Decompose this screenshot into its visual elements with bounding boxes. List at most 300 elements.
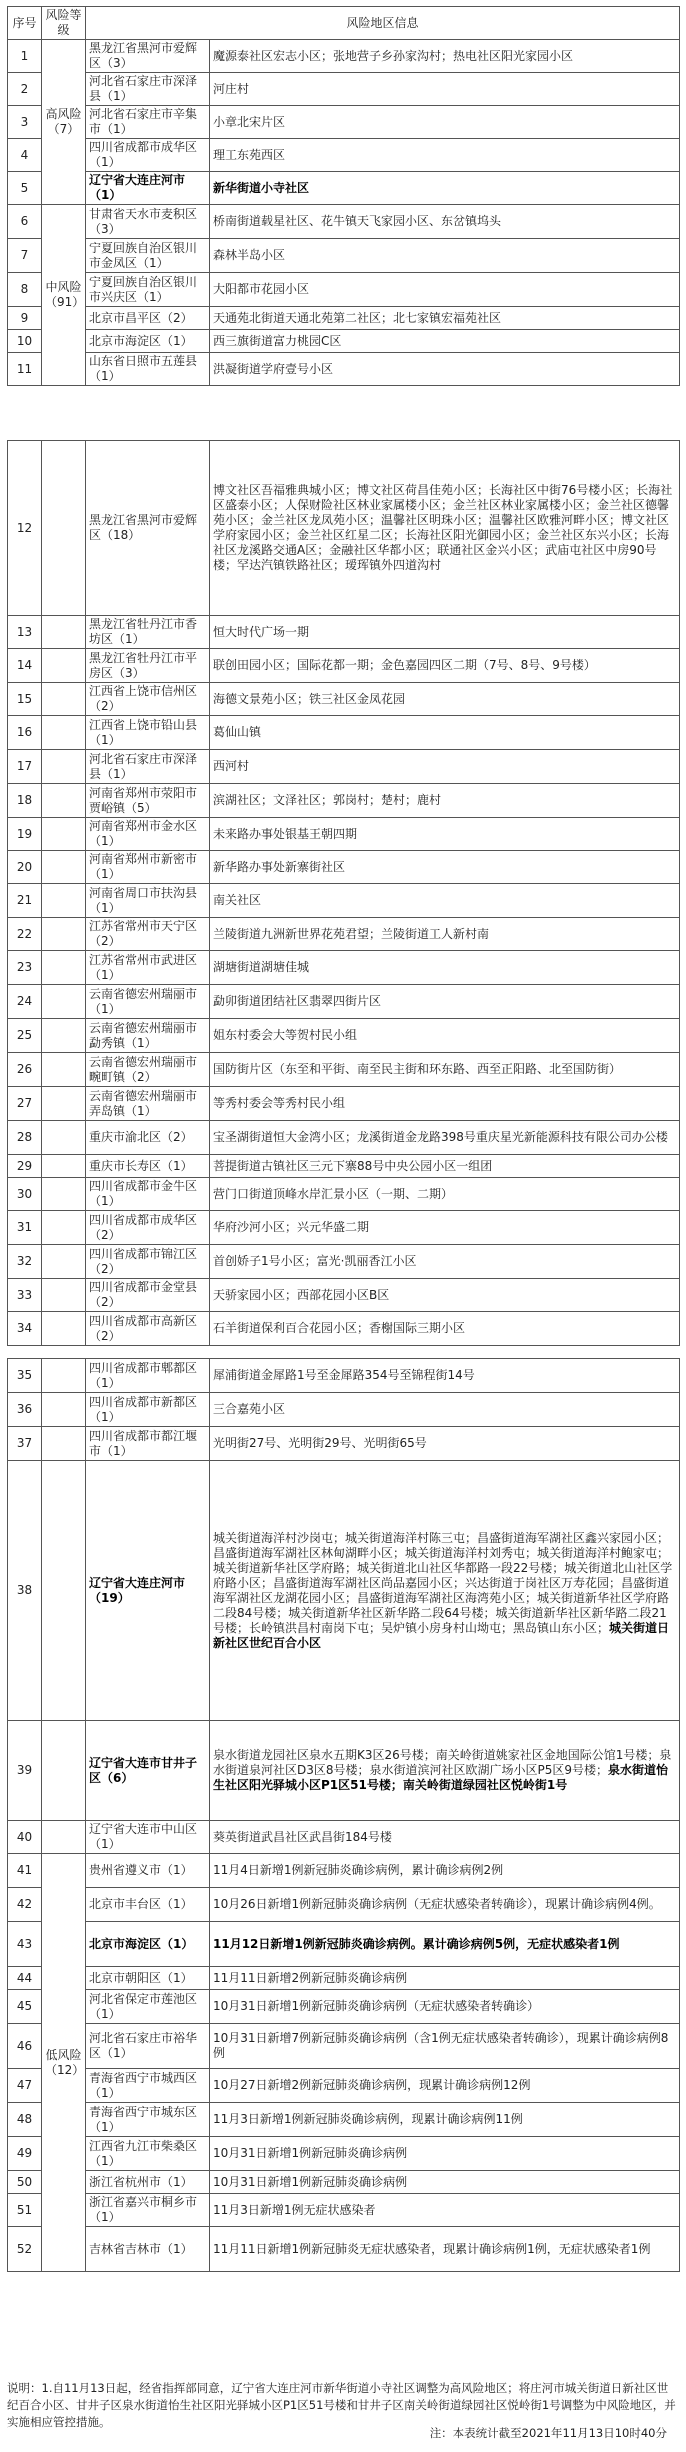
row-number: 7 xyxy=(8,239,42,273)
region-info-text: 天骄家园小区；西部花园小区B区 xyxy=(213,1287,390,1302)
table-row xyxy=(8,918,680,951)
region-info-text: 11月11日新增1例新冠肺炎无症状感染者，现累计确诊病例1例，无症状感染者1例 xyxy=(213,2241,651,2256)
table-row xyxy=(8,1967,680,1990)
district-cell: 重庆市渝北区（2） xyxy=(86,1121,210,1155)
region-info-text: 光明街27号、光明街29号、光明街65号 xyxy=(213,1436,427,1450)
district-cell: 辽宁省大连庄河市（19） xyxy=(86,1461,210,1721)
district-cell: 四川省成都市金堂县（2） xyxy=(86,1279,210,1312)
district-cell: 贵州省遵义市（1） xyxy=(86,1854,210,1888)
row-number: 11 xyxy=(8,353,42,386)
district-cell: 四川省成都市锦江区（2） xyxy=(86,1245,210,1279)
table-row xyxy=(8,2137,680,2171)
row-number: 46 xyxy=(8,2024,42,2069)
region-info-text: 海德文景苑小区；铁三社区金凤花园 xyxy=(213,691,406,706)
row-number: 35 xyxy=(8,1359,42,1393)
district-cell: 黑龙江省牡丹江市香坊区（1） xyxy=(86,616,210,649)
region-info-text: 西三旗街道富力桃园C区 xyxy=(213,333,342,348)
region-info-text: 泉水街道龙园社区泉水五期K3区26号楼；南关岭街道姚家社区金地国际公馆1号楼；泉水街道泉河社区D3区8号楼；泉水街道滨河社区欧湖广场小区P5区9号楼； xyxy=(213,1748,672,1777)
region-info-text: 新华街道小寺社区 xyxy=(213,180,310,195)
region-info-highlight: 泉水街道怡生社区阳光驿城小区P1区51号楼；南关岭街道绿园社区悦岭街1号 xyxy=(213,1763,669,1792)
row-number: 48 xyxy=(8,2103,42,2137)
district-cell: 江西省九江市柴桑区（1） xyxy=(86,2137,210,2171)
risk-level-cell-empty xyxy=(42,1178,86,1211)
region-info-text: 姐东村委会大等贺村民小组 xyxy=(213,1028,358,1042)
region-info-text: 11月3日新增1例新冠肺炎确诊病例，现累计确诊病例11例 xyxy=(213,2112,523,2126)
region-info-text: 勐卯街道团结社区翡翠四街片区 xyxy=(213,994,382,1008)
district-cell: 四川省成都市都江堰市（1） xyxy=(86,1427,210,1461)
table-row xyxy=(8,1279,680,1312)
region-info-highlight: 城关街道日新社区世纪百合小区 xyxy=(213,1620,670,1650)
row-number: 44 xyxy=(8,1967,42,1990)
district-cell: 四川省成都市郫都区（1） xyxy=(86,1359,210,1393)
table-row xyxy=(8,683,680,716)
district-cell: 重庆市长寿区（1） xyxy=(86,1155,210,1178)
table-row xyxy=(8,1211,680,1245)
region-info-text: 未来路办事处银基王朝四期 xyxy=(213,826,358,841)
risk-level-cell-empty xyxy=(42,1019,86,1053)
district-cell: 黑龙江省黑河市爱辉区（3） xyxy=(86,40,210,73)
region-info-cell xyxy=(210,951,680,985)
table-row xyxy=(8,1990,680,2024)
region-info-cell xyxy=(210,985,680,1019)
row-number: 40 xyxy=(8,1821,42,1854)
region-info-text: 10月27日新增2例新冠肺炎确诊病例，现累计确诊病例12例 xyxy=(213,2078,531,2092)
row-number: 3 xyxy=(8,106,42,139)
risk-level-cell-empty xyxy=(42,1155,86,1178)
region-info-cell xyxy=(210,851,680,884)
table-row xyxy=(8,1922,680,1967)
district-cell: 浙江省嘉兴市桐乡市（1） xyxy=(86,2194,210,2227)
region-info-cell xyxy=(210,139,680,172)
row-number: 42 xyxy=(8,1888,42,1922)
row-number: 38 xyxy=(8,1461,42,1721)
region-info-text: 三合嘉苑小区 xyxy=(213,1402,286,1416)
region-info-text: 菩提街道古镇社区三元下寨88号中央公园小区一组团 xyxy=(213,1158,493,1173)
region-info-cell xyxy=(210,40,680,73)
region-info-text: 理工东苑西区 xyxy=(213,147,286,162)
region-info-text: 城关街道海洋村沙岗屯；城关街道海洋村陈三屯；昌盛街道海军湖社区鑫兴家园小区；昌盛街道海军湖社区林甸湖畔小区；城关街道海洋村刘秀屯；城关街道海洋村鲍家屯；城关街道新华社区学府路；城关街道北山社区华都路一段22号楼；城关街道北山社区学府路小区；昌盛街道海军湖社区尚品嘉园小区；兴达街道于岗社区万寿花园；昌盛街道海军湖社区龙湖花园小区；昌盛街道海军湖社区海湾苑小区；城关街道新华社区学府路二段84号楼；城关街道新华社区新华路二段64号楼；城关街道新华社区新华路二段21号楼；长岭镇洪昌村南岗下屯；吴炉镇小房身村山坳屯；黑岛镇山东小区； xyxy=(213,1530,673,1635)
table-row xyxy=(8,1053,680,1087)
region-info-cell xyxy=(210,73,680,106)
risk-level-cell-empty xyxy=(42,1461,86,1721)
table-row xyxy=(8,441,680,616)
region-info-text: 新华路办事处新寨街社区 xyxy=(213,859,346,874)
row-number: 32 xyxy=(8,1245,42,1279)
region-info-cell xyxy=(210,683,680,716)
region-info-cell xyxy=(210,205,680,239)
table-row xyxy=(8,851,680,884)
district-cell: 辽宁省大连庄河市（1） xyxy=(86,172,210,205)
region-info-text: 11月4日新增1例新冠肺炎确诊病例，累计确诊病例2例 xyxy=(213,1863,504,1877)
region-info-text: 葛仙山镇 xyxy=(213,725,262,739)
row-number: 29 xyxy=(8,1155,42,1178)
region-info-text: 11月11日新增2例新冠肺炎确诊病例 xyxy=(213,1970,408,1985)
district-cell: 浙江省杭州市（1） xyxy=(86,2171,210,2194)
district-cell: 四川省成都市高新区（2） xyxy=(86,1312,210,1346)
risk-level-cell-empty xyxy=(42,818,86,851)
district-cell: 四川省成都市新都区（1） xyxy=(86,1393,210,1427)
risk-level-cell-empty xyxy=(42,616,86,649)
region-info-cell xyxy=(210,1721,680,1821)
region-info-cell xyxy=(210,1019,680,1053)
region-info-cell xyxy=(210,1178,680,1211)
row-number: 10 xyxy=(8,330,42,353)
row-number: 14 xyxy=(8,649,42,683)
row-number: 16 xyxy=(8,716,42,750)
row-number: 12 xyxy=(8,441,42,616)
region-info-text: 国防街片区（东至和平街、南至民主街和环东路、西至正阳路、北至国防街） xyxy=(213,1062,622,1076)
row-number: 49 xyxy=(8,2137,42,2171)
table-row xyxy=(8,1087,680,1121)
region-info-cell xyxy=(210,918,680,951)
risk-level-cell-empty xyxy=(42,649,86,683)
row-number: 24 xyxy=(8,985,42,1019)
region-info-cell xyxy=(210,2227,680,2272)
region-info-cell xyxy=(210,172,680,205)
table-row xyxy=(8,307,680,330)
region-info-cell xyxy=(210,1427,680,1461)
district-cell: 黑龙江省牡丹江市平房区（3） xyxy=(86,649,210,683)
district-cell: 江西省上饶市铅山县（1） xyxy=(86,716,210,750)
region-info-cell xyxy=(210,1087,680,1121)
district-cell: 北京市朝阳区（1） xyxy=(86,1967,210,1990)
table-row xyxy=(8,1121,680,1155)
table-row xyxy=(8,1178,680,1211)
district-cell: 北京市丰台区（1） xyxy=(86,1888,210,1922)
table-row xyxy=(8,1359,680,1393)
district-cell: 江西省上饶市信州区（2） xyxy=(86,683,210,716)
district-cell: 山东省日照市五莲县（1） xyxy=(86,353,210,386)
region-info-text: 恒大时代广场一期 xyxy=(213,624,310,639)
region-info-cell xyxy=(210,106,680,139)
region-info-cell xyxy=(210,1245,680,1279)
table-row xyxy=(8,1155,680,1178)
table-row xyxy=(8,106,680,139)
row-number: 5 xyxy=(8,172,42,205)
row-number: 4 xyxy=(8,139,42,172)
risk-level-cell-empty xyxy=(42,1721,86,1821)
region-info-text: 河庄村 xyxy=(213,81,250,96)
region-info-cell xyxy=(210,1053,680,1087)
row-number: 33 xyxy=(8,1279,42,1312)
region-info-cell xyxy=(210,1155,680,1178)
region-info-cell xyxy=(210,818,680,851)
row-number: 50 xyxy=(8,2171,42,2194)
region-info-cell xyxy=(210,716,680,750)
district-cell: 河北省石家庄市裕华区（1） xyxy=(86,2024,210,2069)
risk-level-cell-empty xyxy=(42,851,86,884)
district-cell: 宁夏回族自治区银川市兴庆区（1） xyxy=(86,273,210,307)
header-risk-level: 风险等级 xyxy=(42,7,86,40)
district-cell: 青海省西宁市城西区（1） xyxy=(86,2069,210,2103)
risk-table-part-3 xyxy=(7,1358,680,2272)
row-number: 9 xyxy=(8,307,42,330)
risk-level-cell-empty xyxy=(42,750,86,784)
risk-level-cell-empty xyxy=(42,1087,86,1121)
district-cell: 辽宁省大连市甘井子区（6） xyxy=(86,1721,210,1821)
region-info-text: 犀浦街道金犀路1号至金犀路354号至锦程街14号 xyxy=(213,1368,475,1382)
row-number: 19 xyxy=(8,818,42,851)
region-info-cell xyxy=(210,2194,680,2227)
district-cell: 北京市昌平区（2） xyxy=(86,307,210,330)
row-number: 34 xyxy=(8,1312,42,1346)
region-info-text: 10月31日新增1例新冠肺炎确诊病例 xyxy=(213,2174,408,2189)
region-info-cell xyxy=(210,353,680,386)
region-info-text: 10月26日新增1例新冠肺炎确诊病例（无症状感染者转确诊），现累计确诊病例4例。 xyxy=(213,1897,661,1911)
table-row xyxy=(8,239,680,273)
region-info-text: 大阳都市花园小区 xyxy=(213,282,310,296)
district-cell: 四川省成都市成华区（2） xyxy=(86,1211,210,1245)
risk-level-cell-empty xyxy=(42,683,86,716)
row-number: 27 xyxy=(8,1087,42,1121)
risk-level-cell-empty xyxy=(42,1245,86,1279)
risk-level-cell-empty xyxy=(42,716,86,750)
table-row xyxy=(8,2069,680,2103)
table-row xyxy=(8,40,680,73)
district-cell: 吉林省吉林市（1） xyxy=(86,2227,210,2272)
region-info-text: 联创田园小区；国际花都一期；金色嘉园四区二期（7号、8号、9号楼） xyxy=(213,658,596,672)
statistics-footnote: 注：本表统计截至2021年11月13日10时40分 xyxy=(429,2426,667,2440)
region-info-cell xyxy=(210,330,680,353)
region-info-text: 南关社区 xyxy=(213,893,262,907)
table-row xyxy=(8,818,680,851)
district-cell: 四川省成都市金牛区（1） xyxy=(86,1178,210,1211)
header-no: 序号 xyxy=(8,7,42,40)
district-cell: 北京市海淀区（1） xyxy=(86,1922,210,1967)
table-row xyxy=(8,951,680,985)
row-number: 2 xyxy=(8,73,42,106)
table-row xyxy=(8,330,680,353)
row-number: 52 xyxy=(8,2227,42,2272)
region-info-text: 小章北宋片区 xyxy=(213,114,286,129)
table-row xyxy=(8,2103,680,2137)
row-number: 6 xyxy=(8,205,42,239)
header-region-info: 风险地区信息 xyxy=(86,7,680,40)
region-info-text: 10月31日新增1例新冠肺炎确诊病例 xyxy=(213,2146,408,2160)
risk-table-part-2 xyxy=(7,440,680,1346)
table-row xyxy=(8,1245,680,1279)
table-row xyxy=(8,2227,680,2272)
region-info-text: 森林半岛小区 xyxy=(213,248,286,262)
risk-level-cell-empty xyxy=(42,1121,86,1155)
district-cell: 云南省德宏州瑞丽市勐秀镇（1） xyxy=(86,1019,210,1053)
row-number: 47 xyxy=(8,2069,42,2103)
table-row xyxy=(8,616,680,649)
risk-level-cell-empty xyxy=(42,951,86,985)
district-cell: 云南省德宏州瑞丽市畹町镇（2） xyxy=(86,1053,210,1087)
table-row xyxy=(8,1019,680,1053)
table-row xyxy=(8,716,680,750)
table-row xyxy=(8,2171,680,2194)
region-info-text: 滨湖社区；文泽社区；郭岗村；楚村；鹿村 xyxy=(213,793,442,807)
row-number: 26 xyxy=(8,1053,42,1087)
region-info-cell xyxy=(210,2171,680,2194)
table-row xyxy=(8,1888,680,1922)
region-info-cell xyxy=(210,2069,680,2103)
table-row xyxy=(8,1721,680,1821)
district-cell: 河南省郑州市荥阳市贾峪镇（5） xyxy=(86,784,210,818)
district-cell: 云南省德宏州瑞丽市（1） xyxy=(86,985,210,1019)
risk-level-cell-empty xyxy=(42,441,86,616)
table-row xyxy=(8,784,680,818)
row-number: 20 xyxy=(8,851,42,884)
risk-level-cell-empty xyxy=(42,985,86,1019)
row-number: 43 xyxy=(8,1922,42,1967)
region-info-cell xyxy=(210,784,680,818)
table-row xyxy=(8,73,680,106)
explanation-note: 说明：1.自11月13日起，经省指挥部同意，辽宁省大连庄河市新华街道小寺社区调整为高风险地区；将庄河市城关街道日新社区世纪百合小区、甘井子区泉水街道怡生社区阳光驿城小区P1区51号楼和甘井子区南关岭街道绿园社区悦岭街1号调整为中风险地区，并实施相应管控措施。 xyxy=(7,2381,676,2429)
region-info-text: 营门口街道顶峰水岸汇景小区（一期、二期） xyxy=(213,1186,454,1201)
region-info-text: 等秀村委会等秀村民小组 xyxy=(213,1096,346,1110)
region-info-cell xyxy=(210,1922,680,1967)
table-row xyxy=(8,1461,680,1721)
region-info-cell xyxy=(210,1990,680,2024)
risk-level-cell: 低风险（12） xyxy=(42,1854,86,2272)
risk-table-part-1 xyxy=(7,6,680,386)
region-info-cell xyxy=(210,2024,680,2069)
table-row xyxy=(8,205,680,239)
region-info-cell xyxy=(210,1854,680,1888)
region-info-cell xyxy=(210,307,680,330)
row-number: 17 xyxy=(8,750,42,784)
region-info-text: 11月3日新增1例无症状感染者 xyxy=(213,2202,376,2217)
region-info-text: 湖塘街道湖塘佳城 xyxy=(213,960,310,974)
region-info-cell xyxy=(210,2103,680,2137)
district-cell: 河北省石家庄市深泽县（1） xyxy=(86,73,210,106)
district-cell: 辽宁省大连市中山区（1） xyxy=(86,1821,210,1854)
region-info-cell xyxy=(210,1279,680,1312)
risk-level-cell-empty xyxy=(42,1312,86,1346)
region-info-cell xyxy=(210,1211,680,1245)
risk-level-cell-empty xyxy=(42,1279,86,1312)
row-number: 13 xyxy=(8,616,42,649)
row-number: 15 xyxy=(8,683,42,716)
row-number: 51 xyxy=(8,2194,42,2227)
row-number: 31 xyxy=(8,1211,42,1245)
row-number: 36 xyxy=(8,1393,42,1427)
district-cell: 河南省郑州市新密市（1） xyxy=(86,851,210,884)
region-info-cell xyxy=(210,1888,680,1922)
region-info-text: 10月31日新增1例新冠肺炎确诊病例（无症状感染者转确诊） xyxy=(213,1999,540,2013)
district-cell: 四川省成都市成华区（1） xyxy=(86,139,210,172)
risk-level-cell-empty xyxy=(42,1359,86,1393)
risk-level-cell-empty xyxy=(42,884,86,918)
region-info-text: 宝圣湖街道恒大金湾小区；龙溪街道金龙路398号重庆星光新能源科技有限公司办公楼 xyxy=(213,1130,668,1144)
risk-level-cell-empty xyxy=(42,1053,86,1087)
region-info-cell xyxy=(210,649,680,683)
region-info-cell xyxy=(210,273,680,307)
region-info-text: 首创娇子1号小区；富光·凯丽香江小区 xyxy=(213,1254,417,1268)
region-info-text: 葵英街道武昌社区武昌街184号楼 xyxy=(213,1829,392,1844)
region-info-text: 华府沙河小区；兴元华盛二期 xyxy=(213,1220,370,1234)
region-info-cell xyxy=(210,616,680,649)
risk-level-cell-empty xyxy=(42,918,86,951)
region-info-cell xyxy=(210,1461,680,1721)
risk-level-cell-empty xyxy=(42,1427,86,1461)
region-info-text: 西河村 xyxy=(213,759,250,773)
district-cell: 甘肃省天水市麦积区（3） xyxy=(86,205,210,239)
district-cell: 宁夏回族自治区银川市金凤区（1） xyxy=(86,239,210,273)
region-info-text: 兰陵街道九洲新世界花苑君望；兰陵街道工人新村南 xyxy=(213,926,490,941)
row-number: 39 xyxy=(8,1721,42,1821)
region-info-text: 魔源泰社区宏志小区；张地营子乡孙家沟村；热电社区阳光家园小区 xyxy=(213,48,574,63)
district-cell: 江苏省常州市天宁区（2） xyxy=(86,918,210,951)
district-cell: 北京市海淀区（1） xyxy=(86,330,210,353)
table-row xyxy=(8,2024,680,2069)
table-row xyxy=(8,353,680,386)
row-number: 1 xyxy=(8,40,42,73)
row-number: 21 xyxy=(8,884,42,918)
row-number: 18 xyxy=(8,784,42,818)
row-number: 8 xyxy=(8,273,42,307)
row-number: 28 xyxy=(8,1121,42,1155)
row-number: 25 xyxy=(8,1019,42,1053)
table-row xyxy=(8,139,680,172)
region-info-cell xyxy=(210,2137,680,2171)
region-info-text: 博文社区吾福雅典城小区；博文社区荷昌佳苑小区；长海社区中街76号楼小区；长海社区盛泰小区；人保财险社区林业家属楼小区；金兰社区林业家属楼小区；金兰社区德馨苑小区；金兰社区龙凤苑小区；温馨社区明珠小区；温馨社区欧雅河畔小区；博文社区学府家园小区；金兰社区红星二区；长海社区阳光御园小区；金兰社区东兴小区；长海社区龙溪路交通A区；金融社区华都小区；联通社区金兴小区；武庙屯社区中房90号楼；罕达汽镇铁路社区；瑷珲镇外四道沟村 xyxy=(213,483,673,572)
region-info-text: 石羊街道保利百合花园小区；香榭国际三期小区 xyxy=(213,1321,466,1335)
risk-level-cell-empty xyxy=(42,1211,86,1245)
region-info-highlight: 11月12日新增1例新冠肺炎确诊病例。累计确诊病例5例，无症状感染者1例 xyxy=(213,1936,620,1951)
row-number: 23 xyxy=(8,951,42,985)
district-cell: 云南省德宏州瑞丽市弄岛镇（1） xyxy=(86,1087,210,1121)
risk-level-cell: 高风险（7） xyxy=(42,40,86,205)
table-row xyxy=(8,1821,680,1854)
region-info-text: 洪凝街道学府壹号小区 xyxy=(213,361,334,376)
row-number: 45 xyxy=(8,1990,42,2024)
region-info-cell xyxy=(210,1967,680,1990)
region-info-cell xyxy=(210,1312,680,1346)
table-row xyxy=(8,1854,680,1888)
risk-level-cell-empty xyxy=(42,1821,86,1854)
row-number: 41 xyxy=(8,1854,42,1888)
region-info-text: 桥南街道载星社区、花牛镇天飞家园小区、东岔镇坞头 xyxy=(213,214,502,228)
table-row xyxy=(8,1312,680,1346)
table-row xyxy=(8,985,680,1019)
region-info-cell xyxy=(210,1121,680,1155)
district-cell: 青海省西宁市城东区（1） xyxy=(86,2103,210,2137)
region-info-cell xyxy=(210,750,680,784)
table-row xyxy=(8,649,680,683)
district-cell: 河北省石家庄市深泽县（1） xyxy=(86,750,210,784)
region-info-cell xyxy=(210,1359,680,1393)
table-row xyxy=(8,750,680,784)
region-info-cell xyxy=(210,1393,680,1427)
region-info-cell xyxy=(210,1821,680,1854)
region-info-text: 天通苑北街道天通北苑第二社区；北七家镇宏福苑社区 xyxy=(213,310,502,325)
risk-level-cell: 中风险（91） xyxy=(42,205,86,386)
table-row xyxy=(8,1427,680,1461)
district-cell: 河北省石家庄市辛集市（1） xyxy=(86,106,210,139)
region-info-cell xyxy=(210,884,680,918)
row-number: 30 xyxy=(8,1178,42,1211)
district-cell: 江苏省常州市武进区（1） xyxy=(86,951,210,985)
district-cell: 黑龙江省黑河市爱辉区（18） xyxy=(86,441,210,616)
region-info-cell xyxy=(210,239,680,273)
risk-level-cell-empty xyxy=(42,1393,86,1427)
table-row xyxy=(8,2194,680,2227)
district-cell: 河北省保定市莲池区（1） xyxy=(86,1990,210,2024)
table-row xyxy=(8,884,680,918)
risk-level-cell-empty xyxy=(42,784,86,818)
table-row xyxy=(8,273,680,307)
region-info-cell xyxy=(210,441,680,616)
table-row xyxy=(8,172,680,205)
row-number: 22 xyxy=(8,918,42,951)
table-row xyxy=(8,1393,680,1427)
district-cell: 河南省郑州市金水区（1） xyxy=(86,818,210,851)
region-info-text: 10月31日新增7例新冠肺炎确诊病例（含1例无症状感染者转确诊），现累计确诊病例8例 xyxy=(213,2031,669,2060)
